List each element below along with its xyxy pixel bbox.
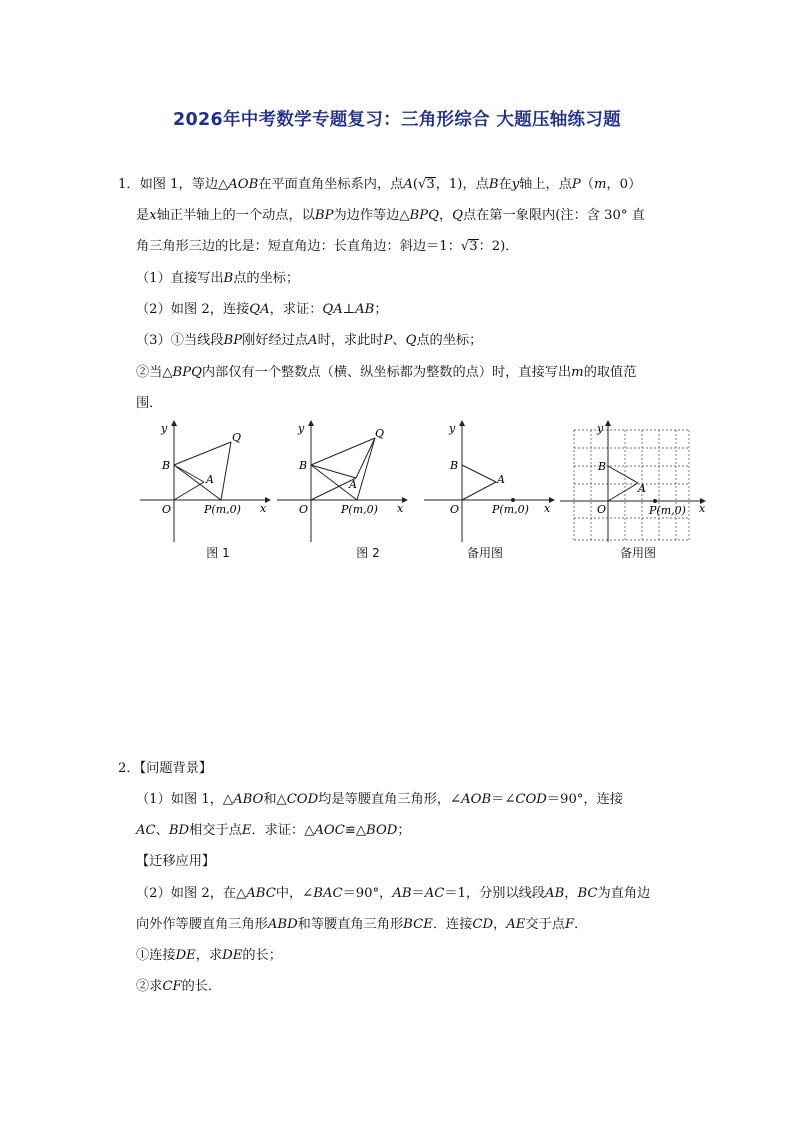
label-B: B	[598, 460, 607, 473]
radical-sign: √	[460, 239, 470, 254]
q1-part-3-2-cont: 围．	[136, 396, 163, 411]
label-P: P(m,0)	[204, 503, 241, 516]
label-O: O	[299, 503, 309, 516]
point-P	[653, 499, 657, 503]
q1-line-3: 角三角形三边的比是：短直角边：长直角边：斜边＝1：√3：2)．	[136, 239, 519, 254]
label-O: O	[450, 503, 460, 516]
segment-BQ	[311, 438, 375, 465]
q2-section-application: 【迁移应用】	[136, 854, 216, 869]
q2-line-1: 2．【问题背景】	[118, 761, 213, 776]
label-A: A	[638, 482, 646, 495]
label-O: O	[597, 503, 607, 516]
figure-1	[140, 420, 275, 549]
caption-figure-spare-1: 备用图	[466, 546, 503, 560]
label-x: x	[397, 502, 404, 515]
segment-QP	[221, 442, 231, 500]
label-P: P(m,0)	[341, 503, 378, 516]
segment-QP	[357, 438, 375, 500]
segment-BA	[311, 465, 356, 478]
label-B: B	[450, 459, 459, 472]
q1-line-1: 1．如图 1，等边△AOB在平面直角坐标系内，点A(√3，1)，点B在y轴上，点P（m，0）	[118, 177, 642, 192]
segment-OA	[174, 482, 204, 500]
point-P	[511, 498, 515, 502]
label-x: x	[699, 502, 706, 515]
q2-line-5: （2）如图 2，在△ABC中，∠BAC＝90°，AB＝AC＝1，分别以线段AB，BC为直角边	[136, 886, 651, 901]
label-Q: Q	[375, 427, 385, 440]
grid-lines	[574, 430, 689, 540]
label-B: B	[299, 459, 308, 472]
q1-part-3-2: ②当△BPQ内部仅有一个整数点（横、纵坐标都为整数的点）时，直接写出m的取值范	[136, 365, 637, 380]
label-y: y	[161, 422, 168, 435]
q2-sub-1: ①连接DE，求DE的长；	[136, 948, 282, 963]
label-y: y	[298, 422, 305, 435]
q2-line-6: 向外作等腰直角三角形ABD和等腰直角三角形BCE．连接CD，AE交于点F．	[136, 917, 588, 932]
figure-spare-1	[424, 420, 559, 549]
label-x: x	[544, 502, 551, 515]
label-y: y	[449, 422, 456, 435]
segment-BQ	[174, 442, 231, 465]
q1-number: 1．	[118, 177, 140, 192]
q1-part-3: （3）①当线段BP刚好经过点A时，求此时P、Q点的坐标；	[136, 333, 483, 348]
y-arrow	[605, 420, 611, 426]
segment-BA	[462, 465, 496, 482]
caption-figure-1: 图 1	[206, 546, 230, 560]
y-arrow	[171, 420, 177, 426]
figure-2	[277, 420, 412, 549]
q2-number: 2．	[118, 761, 140, 776]
label-y: y	[597, 422, 604, 435]
page-title: 2026年中考数学专题复习：三角形综合 大题压轴练习题	[173, 110, 621, 130]
q2-line-2: （1）如图 1，△ABO和△COD均是等腰直角三角形，∠AOB＝∠COD＝90°，连接	[136, 792, 623, 807]
radical-sign: √	[418, 177, 427, 192]
segment-BA	[174, 465, 204, 482]
q1-line-2: 是x轴正半轴上的一个动点，以BP为边作等边△BPQ，Q点在第一象限内(注：含 30° 直	[136, 208, 645, 223]
segment-OA	[608, 483, 638, 501]
caption-figure-spare-2: 备用图	[619, 546, 656, 560]
figure-spare-2	[560, 420, 710, 549]
label-A: A	[497, 473, 505, 486]
caption-figure-2: 图 2	[356, 546, 380, 560]
label-Q: Q	[232, 431, 242, 444]
segment-OA	[462, 482, 496, 500]
label-P: P(m,0)	[649, 504, 686, 517]
label-x: x	[260, 502, 267, 515]
label-O: O	[162, 503, 172, 516]
q2-sub-2: ②求CF的长．	[136, 979, 222, 994]
label-P: P(m,0)	[492, 503, 529, 516]
q2-line-3: AC、BD相交于点E．求证：△AOC≌△BOD；	[136, 823, 411, 838]
label-A: A	[349, 478, 357, 491]
y-arrow	[308, 420, 314, 426]
y-arrow	[459, 420, 465, 426]
segment-BA	[608, 466, 638, 483]
q1-part-2: （2）如图 2，连接QA，求证：QA⊥AB；	[136, 302, 388, 317]
q1-part-1: （1）直接写出B点的坐标；	[136, 271, 300, 286]
label-A: A	[206, 473, 214, 486]
label-B: B	[162, 459, 171, 472]
